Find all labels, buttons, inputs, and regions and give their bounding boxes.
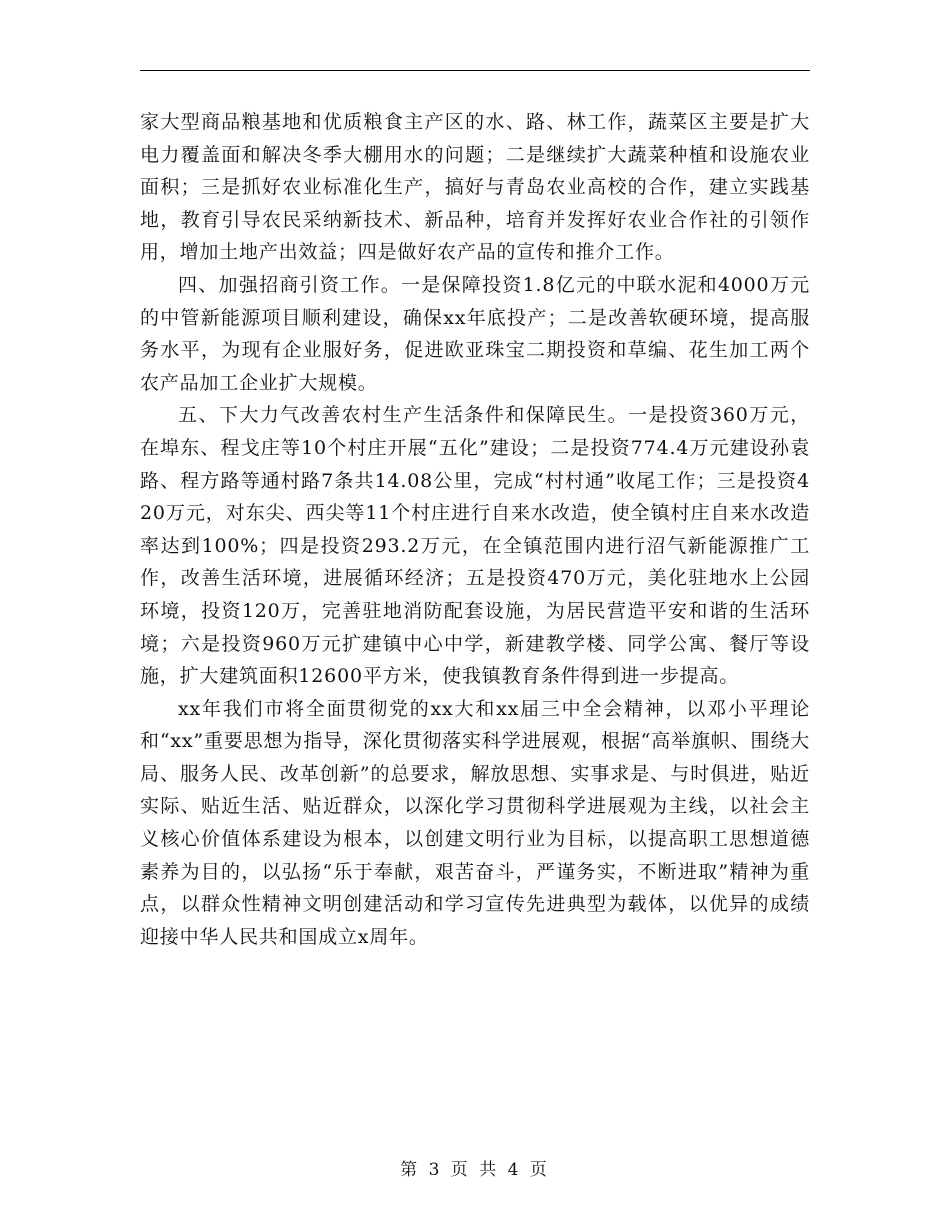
paragraph-rural-livelihood: 五、下大力气改善农村生产生活条件和保障民生。一是投资360万元，在埠东、程戈庄等10个村庄开展“五化”建设；二是投资774.4万元建设孙袁路、程方路等通村路7条共14.08公里，完成“村村通”收尾工作；三是投资420万元，对东尖、西尖等11个村庄进行自来水改造，使全镇村庄自来水改造率达到100%；四是投资293.2万元，在全镇范围内进行沼气新能源推广工作，改善生活环境，进展循环经济；五是投资470万元，美化驻地水上公园环境，投资120万，完善驻地消防配套设施，为居民营造平安和谐的生活环境；六是投资960万元扩建镇中心中学，新建教学楼、同学公寓、餐厅等设施，扩大建筑面积12600平方米，使我镇教育条件得到进一步提高。: [140, 404, 810, 688]
page-number-footer: 第 3 页 共 4 页: [400, 1160, 550, 1180]
paragraph-agriculture-continued: 家大型商品粮基地和优质粮食主产区的水、路、林工作，蔬菜区主要是扩大电力覆盖面和解决冬季大棚用水的问题；二是继续扩大蔬菜种植和设施农业面积；三是抓好农业标准化生产，搞好与青岛农业高校的合作，建立实践基地，教育引导农民采纳新技术、新品种，培育并发挥好农业合作社的引领作用，增加土地产出效益；四是做好农产品的宣传和推介工作。: [140, 111, 810, 264]
paragraph-annual-plan: xx年我们市将全面贯彻党的xx大和xx届三中全会精神，以邓小平理论和“xx”重要思想为指导，深化贯彻落实科学进展观，根据“高举旗帜、围绕大局、服务人民、改革创新”的总要求，解放思想、实事求是、与时俱进，贴近实际、贴近生活、贴近群众，以深化学习贯彻科学进展观为主线，以社会主义核心价值体系建设为根本，以创建文明行业为目标，以提高职工思想道德素养为目的，以弘扬“乐于奉献，艰苦奋斗，严谨务实，不断进取”精神为重点，以群众性精神文明创建活动和学习宣传先进典型为载体，以优异的成绩迎接中华人民共和国成立x周年。: [140, 697, 810, 948]
header-rule: [140, 70, 810, 71]
document-body: [140, 106, 810, 953]
paragraph-investment-attraction: 四、加强招商引资工作。一是保障投资1.8亿元的中联水泥和4000万元的中管新能源项目顺利建设，确保xx年底投产；二是改善软硬环境，提高服务水平，为现有企业服好务，促进欧亚珠宝二期投资和草编、花生加工两个农产品加工企业扩大规模。: [140, 273, 810, 394]
